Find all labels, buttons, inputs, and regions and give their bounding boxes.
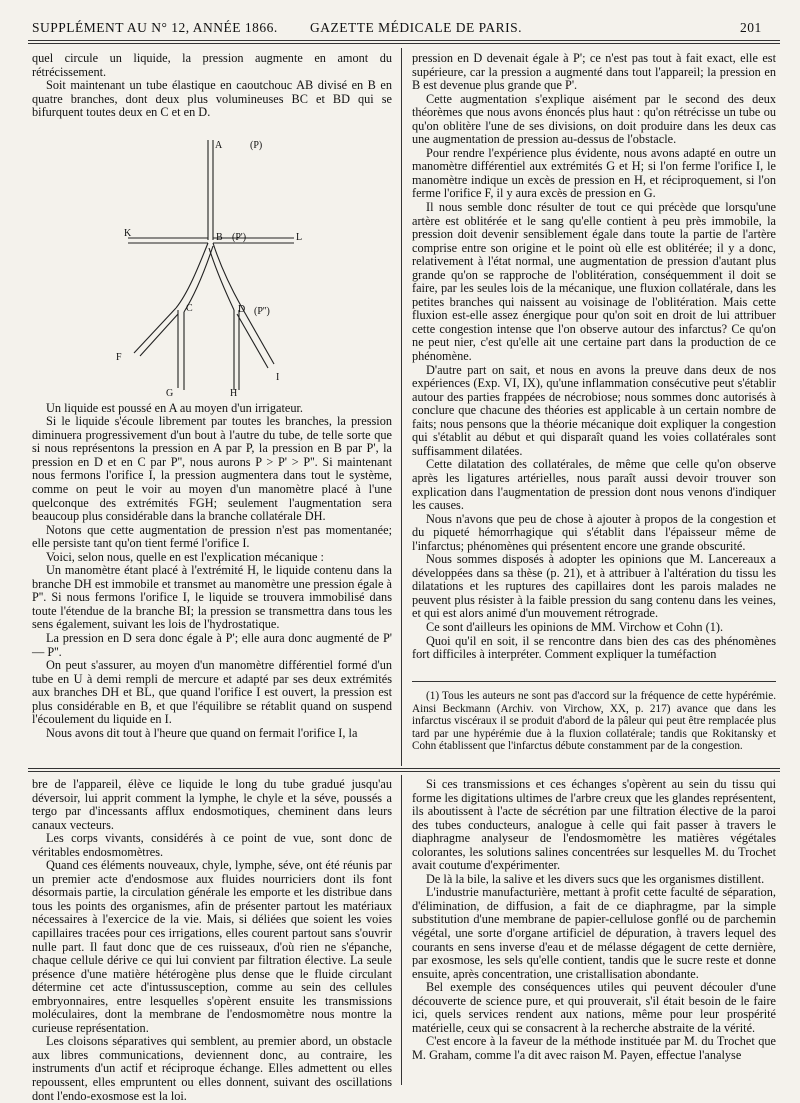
figure-label-p-prime: (P')	[232, 232, 247, 243]
paragraph: Il nous semble donc résulter de tout ce qui précède que lorsqu'une artère est oblitérée et le sang qu'elle contient à peu près immobile, la pression doit devenir sensiblement égale dans toute la partie de l'artère comprise entre son origine et le point où elle est oblitérée; il y a donc, relativement à l'état normal, une augmentation de pression d'autant plus grande qu'on se rapproche de l'oblitération, conséquemment il doit se faire, par les seules lois de la mécanique, une fluxion collatérale, dans les petites branches qui naissent au voisinage de l'oblitération. Mais cette fluxion est-elle assez énergique pour qu'on soit en droit de lui attribuer cette congestion intense que l'on observe autour des infarctus? Ce qu'on ne peut nier, c'est qu'elle ait une certaine part dans la production de ce phénomène.	[412, 200, 776, 364]
figure-label-b: B	[216, 232, 223, 243]
paragraph: D'autre part on sait, et nous en avons la preuve dans deux de nos expériences (Exp. VI, IX), qu'une inflammation consécutive peut s'établir autour des parties frappées de nécrobiose; nous sommes donc autorisés à conclure que chacune des théories est applicable à un certain nombre de faits; nous pensons que la théorie mécanique doit expliquer la congestion qui s'établit au début et qui disparaît quand les voies collatérales sont suffisamment dilatées.	[412, 362, 776, 458]
figure-label-a: A	[215, 140, 223, 151]
footnote-text: (1) Tous les auteurs ne sont pas d'accord sur la fréquence de cette hypérémie. Ainsi Beckmann (Archiv. von Virchow, XX, p. 217) avance que dans les infarctus viscéraux il se produit d'abord de la pâleur qui peut être remplacée plus tard par une hypérémie due à la fluxion collatérale; tandis que Rokitansky et Cohn établissent que l'infarctus débute constamment par de la congestion.	[412, 690, 776, 753]
paragraph: Notons que cette augmentation de pression n'est pas momentanée; elle persiste tant qu'on tient fermé l'orifice I.	[32, 522, 392, 551]
paragraph: bre de l'appareil, élève ce liquide le long du tube gradué jusqu'au déversoir, lui apprit comment la lymphe, le chyle et la séve, poussés a tergo par d'incessants afflux endosmotiques, cheminent dans leurs canaux vecteurs.	[32, 777, 392, 832]
paragraph: De là la bile, la salive et les divers sucs que les organismes distillent.	[426, 871, 765, 886]
top-column-divider	[401, 48, 402, 766]
paragraph: Nous n'avons que peu de chose à ajouter à propos de la congestion et du piqueté hémorrhagique qui s'établit dans l'épaisseur même de l'infarctus; phénomènes qui présentent encore une grande obscurité.	[412, 511, 776, 553]
figure-label-i: I	[276, 372, 280, 383]
figure-label-g: G	[166, 388, 174, 399]
page-number: 201	[740, 20, 762, 35]
figure-label-p: (P)	[250, 140, 263, 151]
figure-label-h: H	[230, 388, 238, 399]
figure-label-f: F	[116, 352, 122, 363]
paragraph: Un manomètre étant placé à l'extrémité H, le liquide contenu dans la branche DH est immobile et transmet au manomètre une pression égale à P''. Si nous fermons l'orifice I, le liquide se trouvera immobilisé dans toute l'étendue de la branche BI; la pression se transmettra dans tous les sens également, suivant les lois de l'hydrostatique.	[32, 563, 392, 632]
footnote-rule	[412, 681, 776, 682]
paragraph: Bel exemple des conséquences utiles qui peuvent découler d'une découverte de science pure, et qui prouverait, s'il était besoin de le faire ici, quels services rendent aux nations, même pour leur prospérité matérielle, ceux qui se consacrent à la recherche abstraite de la vérité.	[412, 980, 776, 1035]
section-divider-top	[28, 768, 780, 769]
paragraph: L'industrie manufacturière, mettant à profit cette faculté de séparation, d'élimination, de diffusion, a fait de ce diaphragme, par la simple substitution d'une membrane de papier-cellulose gonflé ou de parchemin végétal, une sorte d'organe artificiel de dépuration, à travers lequel des courants en sens inverse d'eau et de mélasse dégagent de cette dernière, par exosmose, les sels qu'elle contient, tandis que le sucre reste et donne ensuite, après concentration, une cristallisation abondante.	[412, 885, 776, 981]
figure-label-p-double-prime: (P'')	[254, 306, 270, 317]
paragraph: Nous sommes disposés à adopter les opinions que M. Lancereaux a développées dans sa thèse (p. 21), et à attribuer à l'altération du tissu les dilatations et les ruptures des capillaires dont les parois malades ne peuvent plus résister à la faible pression du sang contenu dans les veines, et qui est alors animé d'un mouvement rétrograde.	[412, 552, 776, 621]
figure-label-l: L	[296, 232, 303, 243]
paragraph: Ce sont d'ailleurs les opinions de MM. Virchow et Cohn (1).	[426, 619, 724, 634]
paragraph: C'est encore à la faveur de la méthode instituée par M. du Trochet que M. Graham, comme l'a dit avec raison M. Payen, effectue l'analyse	[412, 1034, 776, 1062]
column-bottom-right	[412, 778, 776, 1078]
paragraph: Quoi qu'il en soit, il se rencontre dans bien des cas des phénomènes fort difficiles à interpréter. Comment expliquer la tuméfaction	[412, 633, 776, 662]
bottom-column-divider	[401, 775, 402, 1085]
header-rule-inner	[28, 43, 780, 44]
paragraph: On peut s'assurer, au moyen d'un manomètre différentiel formé d'un tube en U à demi rempli de mercure et adapté par ses deux extrémités aux branches DH et BL, que quand l'orifice I est ouvert, la pression est plus considérable en B, et que l'équilibre se rétablit quand on suspend l'écoulement du liquide en I.	[32, 658, 392, 727]
header-rule	[28, 40, 780, 41]
tube-branching-figure	[106, 128, 336, 408]
paragraph: Si le liquide s'écoule librement par toutes les branches, la pression diminuera progressivement d'un bout à l'autre du tube, de telle sorte que si nous représentons la pression en A par P, la pression en B par P', la pression en D et en C par P'', nous aurons P > P' > P''. Si maintenant nous fermons l'orifice I, la pression augmentera dans tout le système, comme on peut le voir au moyen d'un manomètre placé à l'une quelconque des extrémités FGH; seulement l'augmentation sera beaucoup plus considérable dans la branche collatérale DH.	[32, 414, 392, 524]
footnote	[412, 690, 776, 753]
paragraph: Les corps vivants, considérés à ce point de vue, sont donc de véritables endosmomètres.	[32, 831, 392, 859]
running-header-supplement: SUPPLÉMENT AU N° 12, ANNÉE 1866.	[32, 20, 278, 35]
paragraph: Quand ces éléments nouveaux, chyle, lymphe, séve, ont été réunis par un premier acte d'endosmose aux fluides nourriciers dont ils font désormais partie, la circulation générale les emporte et les distribue dans tous les points des organismes, afin de présenter partout les matériaux nécessaires à l'exercice de la vie. Mais, si déliées que soient les voies capillaires tracées pour ces irrigations, elles courent partout sans s'ouvrir nulle part. Il faut donc que de ces ruisseaux, d'où rien ne s'épanche, chaque cellule dérive ce qui lui convient par filtration élective. La seule présence d'une matière hétérogène plus dense que le fluide circulant détermine cet acte d'intussusception, comme au sein des cellules embryonnaires, entre lesquelles s'opèrent ensuite les transmissions moléculaires, dont la membrane de l'endosmomètre nous montre la curieuse représentation.	[32, 858, 392, 1035]
column-top-right	[412, 52, 776, 676]
running-header-journal-title: GAZETTE MÉDICALE DE PARIS.	[310, 20, 522, 35]
section-divider-bottom	[28, 771, 780, 772]
paragraph: quel circule un liquide, la pression augmente en amont du rétrécissement.	[32, 51, 392, 79]
figure-label-c: C	[186, 303, 193, 314]
paragraph: Si ces transmissions et ces échanges s'opèrent au sein du tissu qui forme les digitations ultimes de l'arbre creux que les glandes représentent, ils aboutissent à l'acte de sécrétion par une filtration élective de la paroi des tubes conducteurs, analogue à celle qui fait passer à travers le diaphragme analyseur de l'endosmomètre les matières végétales colorantes, les solutions salines concentrées sur lesquelles M. du Trochet avait coutume d'expérimenter.	[412, 777, 776, 873]
tube-lines	[128, 140, 294, 390]
paragraph: Cette augmentation s'explique aisément par le second des deux théorèmes que nous avons énoncés plus haut : qu'on rétrécisse un tube ou qu'on oblitère l'une de ses divisions, on doit produire dans les deux cas une augmentation de pression au-dessus de l'obstacle.	[412, 91, 776, 147]
figure-label-k: K	[124, 228, 132, 239]
paragraph: Nous avons dit tout à l'heure que quand on fermait l'orifice I, la	[46, 725, 358, 740]
paragraph: La pression en D sera donc égale à P'; elle aura donc augmenté de P' — P''.	[32, 631, 392, 659]
paragraph: Voici, selon nous, quelle en est l'explication mécanique :	[46, 549, 324, 564]
paragraph: Les cloisons séparatives qui semblent, au premier abord, un obstacle aux libres communications, deviennent donc, au contraire, les instruments d'un actif et réciproque échange. Elles admettent ou elles repoussent, elles empruntent ou elles donnent, suivant des oscillations dont l'endo-exosmose est la loi.	[32, 1034, 392, 1103]
paragraph: Cette dilatation des collatérales, de même que celle qu'on observe après les ligatures artérielles, nous paraît aussi devoir trouver son explication dans l'augmentation de pression dont nous venons d'indiquer les causes.	[412, 457, 776, 513]
paragraph: pression en D devenait égale à P'; ce n'est pas tout à fait exact, elle est supérieure, car la pression a augmenté dans tout l'appareil; la pression en B est devenue plus grande que P'.	[412, 51, 776, 93]
paragraph: Pour rendre l'expérience plus évidente, nous avons adapté en outre un manomètre différentiel aux extrémités G et H; si l'on ferme l'orifice I, le manomètre indique un excès de pression en H, et réciproquement, si l'on ferme l'orifice F, il y aura excès de pression en G.	[412, 145, 776, 201]
column-bottom-left	[32, 777, 392, 1103]
paragraph: Soit maintenant un tube élastique en caoutchouc AB divisé en B en quatre branches, dont deux plus volumineuses BC et BD qui se bifurquent toutes deux en C et en D.	[32, 78, 392, 120]
figure-label-d: D	[238, 304, 246, 315]
paragraph: Un liquide est poussé en A au moyen d'un irrigateur.	[46, 400, 303, 415]
